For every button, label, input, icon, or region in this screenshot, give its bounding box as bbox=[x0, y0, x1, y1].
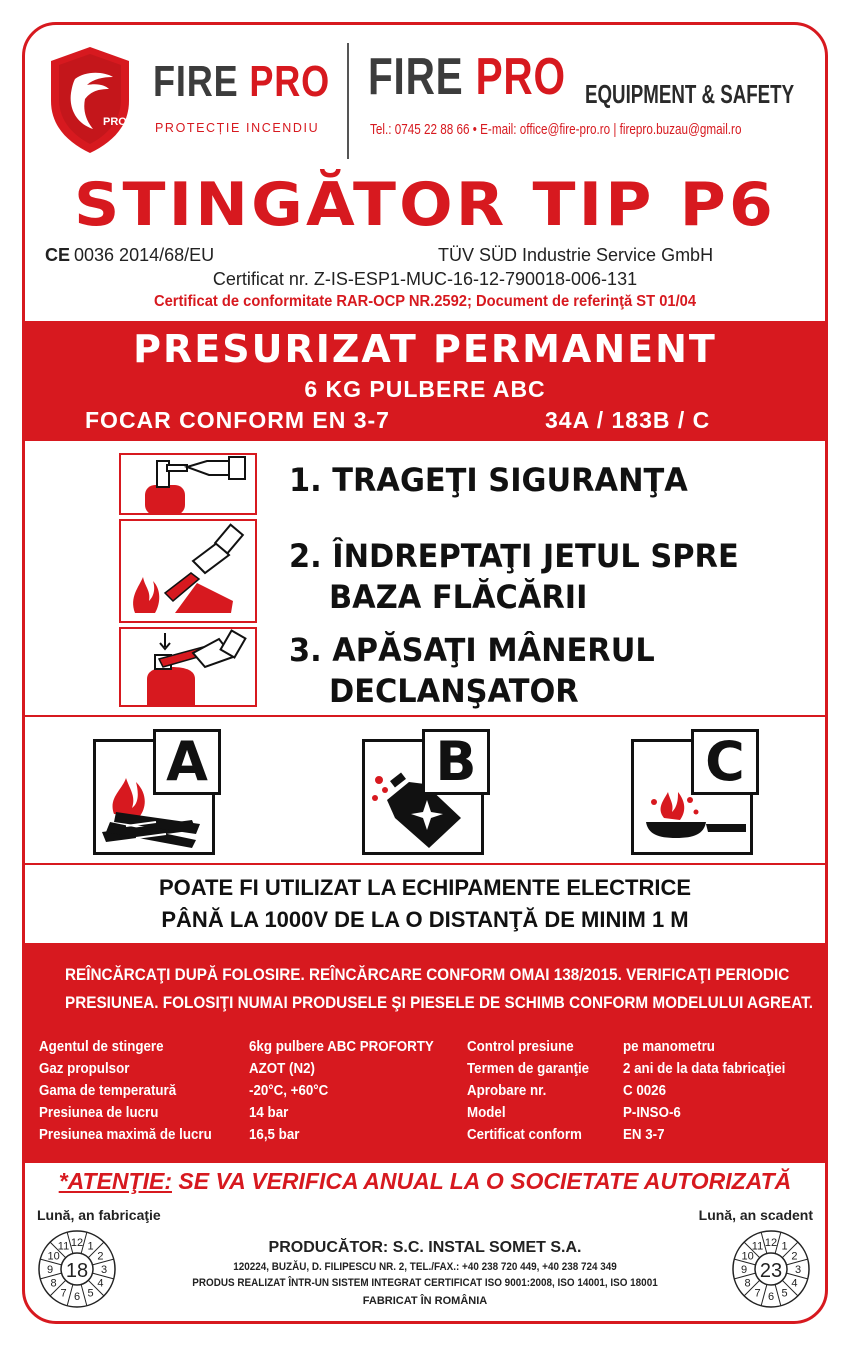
step1-text: 1. TRAGEŢI SIGURANŢA bbox=[289, 461, 688, 499]
dial-month-label: 6 bbox=[767, 1291, 775, 1303]
spec-value: AZOT (N2) bbox=[249, 1061, 315, 1077]
dial-month-label: 11 bbox=[751, 1240, 764, 1253]
spec-label: Termen de garanţie bbox=[467, 1061, 590, 1077]
class-b-letter: B bbox=[422, 729, 490, 795]
producer-address: 120224, BUZĂU, D. FILIPESCU NR. 2, TEL./FAX.: +40 238 720 449, +40 238 724 349 bbox=[233, 1261, 617, 1273]
fabrication-label: Lună, an fabricaţie bbox=[37, 1207, 161, 1223]
dial-month-label: 10 bbox=[741, 1250, 754, 1263]
attention-text: SE VA VERIFICA ANUAL LA O SOCIETATE AUTORIZATĂ bbox=[171, 1168, 792, 1194]
producer-iso: PRODUS REALIZAT ÎNTR-UN SISTEM INTEGRAT CERTIFICAT ISO 9001:2008, ISO 14001, ISO 18001 bbox=[192, 1277, 658, 1289]
dial-month-label: 2 bbox=[791, 1250, 798, 1263]
class-c-icon bbox=[631, 729, 757, 853]
spec-value: P-INSO-6 bbox=[623, 1105, 681, 1121]
expiry-label: Lună, an scadent bbox=[698, 1207, 813, 1223]
shield-text: PRO bbox=[103, 116, 127, 128]
step1-pictogram bbox=[119, 453, 257, 515]
fire-rating: 34A / 183B / C bbox=[545, 407, 711, 433]
step3-pictogram bbox=[119, 627, 257, 707]
header-divider bbox=[347, 43, 349, 159]
step2-pictogram bbox=[119, 519, 257, 623]
dial-month-label: 7 bbox=[60, 1287, 67, 1300]
dial-month-label: 12 bbox=[764, 1237, 778, 1249]
spec-label: Certificat conform bbox=[467, 1127, 582, 1143]
dial-month-label: 8 bbox=[50, 1277, 57, 1290]
dial-month-label: 4 bbox=[97, 1277, 104, 1290]
brand-right-pro: PRO bbox=[475, 48, 566, 106]
powder-line: 6 KG PULBERE ABC bbox=[304, 376, 546, 402]
brand-right bbox=[368, 47, 566, 107]
class-a-icon bbox=[93, 729, 219, 853]
dial-month-label: 9 bbox=[46, 1264, 54, 1276]
spec-label: Presiunea de lucru bbox=[39, 1105, 159, 1121]
dial-month-label: 5 bbox=[87, 1287, 94, 1300]
certification-body: TÜV SÜD Industrie Service GmbH bbox=[438, 245, 714, 265]
focus-standard: FOCAR CONFORM EN 3-7 bbox=[85, 407, 390, 433]
step3-text: 3. APĂSAŢI MÂNERUL bbox=[289, 631, 655, 669]
spec-label: Presiunea maximă de lucru bbox=[39, 1127, 212, 1143]
spec-value: 2 ani de la data fabricaţiei bbox=[623, 1061, 786, 1077]
spec-value: EN 3-7 bbox=[623, 1127, 665, 1143]
certificate-number: Certificat nr. Z-IS-ESP1-MUC-16-12-790018-006-131 bbox=[212, 269, 638, 289]
dial-month-label: 7 bbox=[754, 1287, 761, 1300]
pressurized-title: PRESURIZAT PERMANENT bbox=[133, 327, 717, 371]
spec-value: C 0026 bbox=[623, 1083, 667, 1099]
class-c-letter: C bbox=[691, 729, 759, 795]
contact-line: Tel.: 0745 22 88 66 • E-mail: office@fire-pro.ro | firepro.buzau@gmail.ro bbox=[370, 121, 742, 138]
brand-left bbox=[153, 57, 330, 107]
extinguisher-label bbox=[22, 22, 828, 1324]
producer-country: FABRICAT ÎN ROMÂNIA bbox=[362, 1295, 488, 1307]
fabrication-year: 18 bbox=[65, 1260, 89, 1282]
spec-label: Aprobare nr. bbox=[467, 1083, 547, 1099]
class-a-letter: A bbox=[153, 729, 221, 795]
producer-name: PRODUCĂTOR: S.C. INSTAL SOMET S.A. bbox=[268, 1239, 582, 1256]
spec-value: 6kg pulbere ABC PROFORTY bbox=[249, 1039, 434, 1055]
warning-line2: PRESIUNEA. FOLOSIŢI NUMAI PRODUSELE ŞI PIESELE DE SCHIMB CONFORM MODELULUI AGREAT. bbox=[65, 993, 814, 1012]
conformity-line: Certificat de conformitate RAR-OCP NR.2592; Document de referinţă ST 01/04 bbox=[153, 293, 697, 310]
pressurized-band bbox=[25, 321, 825, 441]
electrical-line2: PÂNĂ LA 1000V DE LA O DISTANŢĂ DE MINIM 1 M bbox=[161, 907, 689, 932]
spec-value: 14 bar bbox=[249, 1105, 289, 1121]
spec-label: Gama de temperatură bbox=[39, 1083, 177, 1099]
spec-label: Agentul de stingere bbox=[39, 1039, 164, 1055]
dial-month-label: 6 bbox=[73, 1291, 81, 1303]
brand-left-fire: FIRE bbox=[153, 57, 239, 106]
dial-month-label: 12 bbox=[70, 1237, 84, 1249]
dial-month-label: 3 bbox=[794, 1264, 802, 1276]
dial-month-label: 9 bbox=[740, 1264, 748, 1276]
specs-band bbox=[25, 943, 825, 1163]
spec-label: Control presiune bbox=[467, 1039, 574, 1055]
divider bbox=[25, 715, 825, 717]
dial-month-label: 11 bbox=[57, 1240, 70, 1253]
ce-mark: CE bbox=[45, 245, 71, 265]
ce-text: 0036 2014/68/EU bbox=[74, 245, 215, 265]
ce-line bbox=[45, 245, 214, 266]
brand-left-pro: PRO bbox=[249, 57, 330, 106]
brand-right-fire: FIRE bbox=[368, 48, 464, 106]
step3-text-cont: DECLANŞATOR bbox=[329, 672, 579, 710]
dial-month-label: 1 bbox=[781, 1240, 788, 1253]
expiry-year: 23 bbox=[759, 1260, 783, 1282]
spec-value: -20°C, +60°C bbox=[249, 1083, 329, 1099]
class-b-icon bbox=[362, 729, 488, 853]
dial-month-label: 5 bbox=[781, 1287, 788, 1300]
step2-text: 2. ÎNDREPTAŢI JETUL SPRE bbox=[289, 537, 739, 575]
divider bbox=[25, 863, 825, 865]
spec-value: 16,5 bar bbox=[249, 1127, 300, 1143]
step2-text-cont: BAZA FLĂCĂRII bbox=[329, 578, 588, 616]
page-title: STINGĂTOR TIP P6 bbox=[73, 170, 776, 240]
dial-month-label: 3 bbox=[100, 1264, 108, 1276]
brand-right-suffix: EQUIPMENT & SAFETY bbox=[585, 79, 795, 109]
dial-month-label: 2 bbox=[97, 1250, 104, 1263]
fire-pro-shield-logo bbox=[45, 43, 135, 155]
dial-month-label: 10 bbox=[47, 1250, 60, 1263]
spec-label: Gaz propulsor bbox=[39, 1061, 130, 1077]
warning-line1: REÎNCĂRCAŢI DUPĂ FOLOSIRE. REÎNCĂRCARE CONFORM OMAI 138/2015. VERIFICAŢI PERIODIC bbox=[65, 965, 790, 984]
dial-month-label: 8 bbox=[744, 1277, 751, 1290]
annual-check-warning bbox=[25, 1168, 825, 1195]
attention-prefix: *ATENŢIE: bbox=[58, 1168, 172, 1194]
electrical-line1: POATE FI UTILIZAT LA ECHIPAMENTE ELECTRICE bbox=[158, 875, 692, 900]
spec-value: pe manometru bbox=[623, 1039, 715, 1055]
spec-label: Model bbox=[467, 1105, 506, 1121]
brand-left-tagline: PROTECȚIE INCENDIU bbox=[155, 121, 320, 135]
dial-month-label: 4 bbox=[791, 1277, 798, 1290]
dial-month-label: 1 bbox=[87, 1240, 94, 1253]
